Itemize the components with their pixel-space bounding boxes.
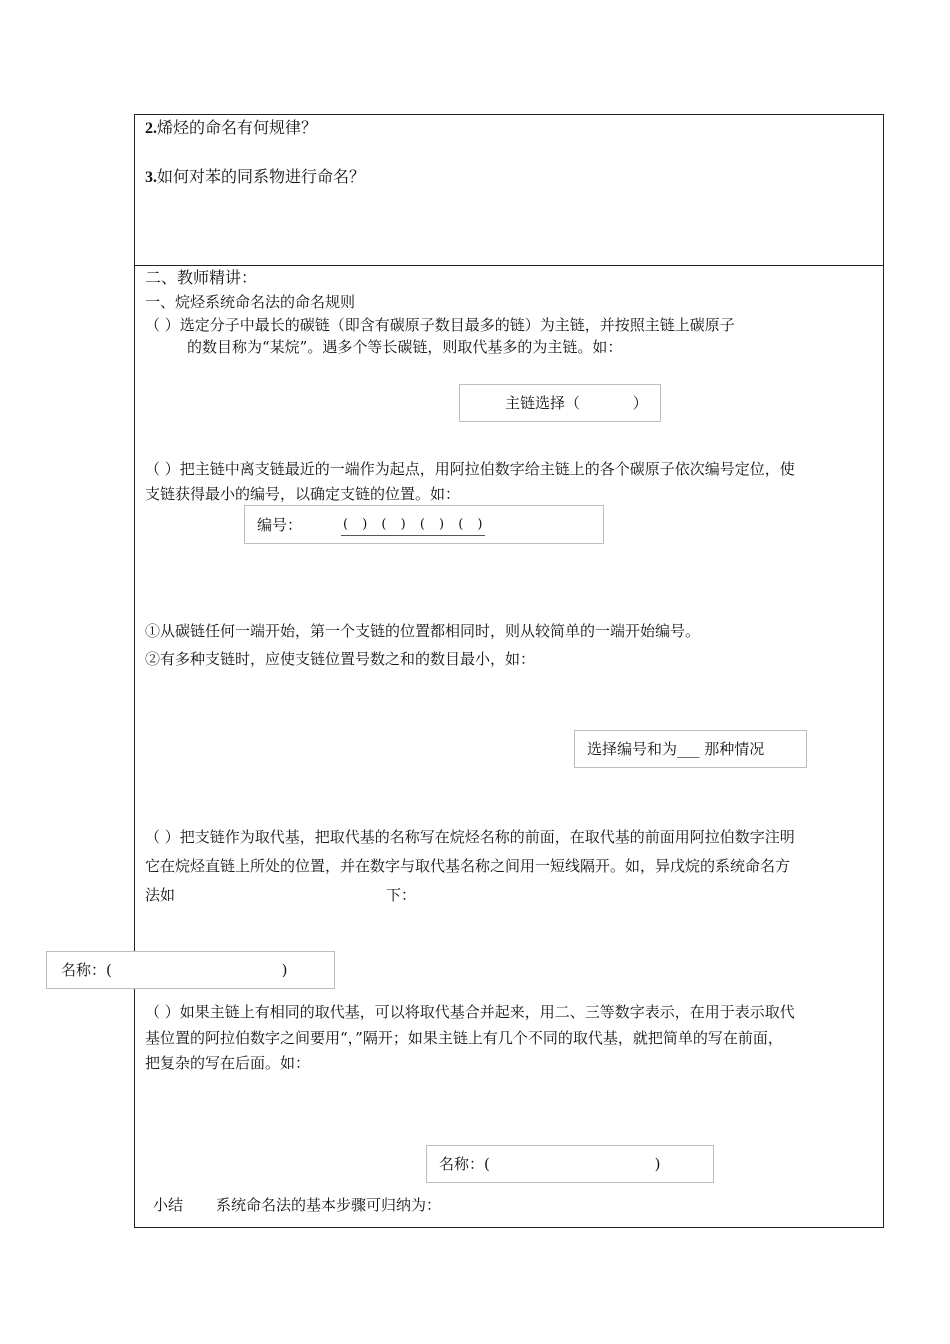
numbering-blanks: ( ) ( ) ( ) ( ) bbox=[341, 515, 485, 536]
rule4-line2: 基位置的阿拉伯数字之间要用“，”隔开；如果主链上有几个不同的取代基，就把简单的写在前面， bbox=[145, 1029, 783, 1047]
numbering-box bbox=[244, 505, 604, 544]
name-box-1 bbox=[46, 951, 335, 989]
main-chain-box bbox=[459, 384, 661, 422]
rule1-line2: 的数目称为“某烷”。遇多个等长碳链，则取代基多的为主链。如： bbox=[187, 338, 623, 356]
rule4-line3: 把复杂的写在后面。如： bbox=[145, 1054, 311, 1072]
numbering-label: 编号： bbox=[257, 516, 303, 534]
rule2-line1: （ ）把主链中离支链最近的一端作为起点，用阿拉伯数字给主链上的各个碳原子依次编号定位，使 bbox=[145, 460, 795, 478]
question-2: 2.烯烃的命名有何规律？ bbox=[145, 118, 318, 137]
rule4-line1: （ ）如果主链上有相同的取代基，可以将取代基合并起来，用二、三等数字表示，在用于表示取代 bbox=[145, 1003, 795, 1021]
rule3-line3-end: 下： bbox=[386, 886, 417, 904]
name-label-2: 名称：( ) bbox=[439, 1155, 661, 1173]
section-title: 二、教师精讲： bbox=[145, 268, 258, 287]
rule2-line2: 支链获得最小的编号，以确定支链的位置。如： bbox=[145, 485, 461, 503]
sum-label: 选择编号和为___ 那种情况 bbox=[587, 740, 765, 758]
rule3-line1: （ ）把支链作为取代基，把取代基的名称写在烷烃名称的前面，在取代基的前面用阿拉伯数字注明 bbox=[145, 828, 795, 846]
rule1-line1: （ ）选定分子中最长的碳链（即含有碳原子数目最多的链）为主链，并按照主链上碳原子 bbox=[145, 316, 735, 334]
summary-label: 小结 bbox=[153, 1196, 184, 1214]
question-3: 3.如何对苯的同系物进行命名？ bbox=[145, 167, 366, 186]
sum-box bbox=[574, 730, 807, 768]
subsection-title: 一、烷烃系统命名法的命名规则 bbox=[145, 293, 356, 311]
name-box-2 bbox=[426, 1145, 714, 1183]
rule3-line3-start: 法如 bbox=[145, 886, 176, 904]
name-label-1: 名称：( ) bbox=[61, 961, 288, 979]
note-2: ②有多种支链时，应使支链位置号数之和的数目最小，如： bbox=[145, 650, 536, 668]
main-chain-label: 主链选择（ ） bbox=[505, 394, 648, 412]
summary-text: 系统命名法的基本步骤可归纳为： bbox=[216, 1196, 442, 1214]
note-1: ①从碳链任何一端开始，第一个支链的位置都相同时，则从较简单的一端开始编号。 bbox=[145, 622, 701, 640]
rule3-line2: 它在烷烃直链上所处的位置，并在数字与取代基名称之间用一短线隔开。如，异戊烷的系统命名方 bbox=[145, 857, 791, 875]
